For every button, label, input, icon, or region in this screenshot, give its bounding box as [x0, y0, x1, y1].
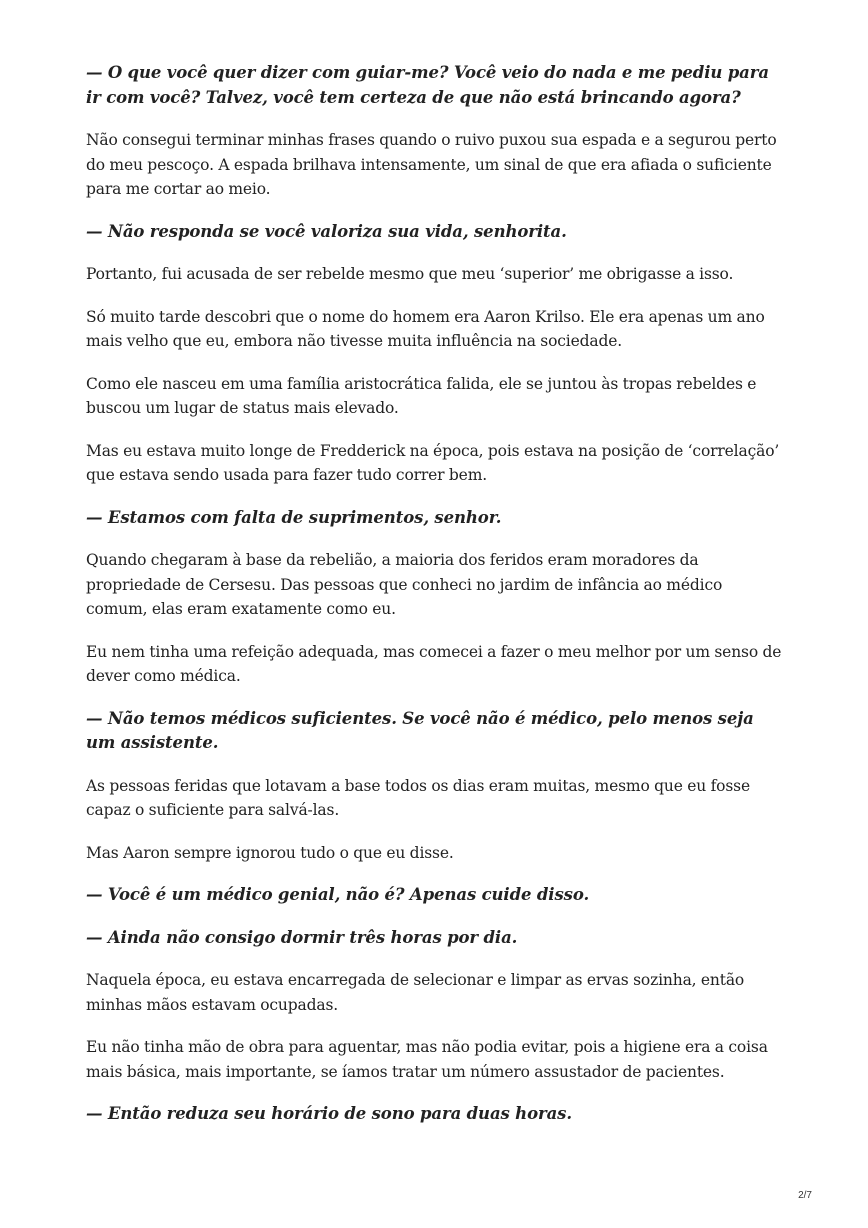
dialogue-paragraph: — Não temos médicos suficientes. Se você não é médico, pelo menos seja um assistente. [86, 708, 754, 752]
narration-paragraph: Não consegui terminar minhas frases quando o ruivo puxou sua espada e a segurou perto do meu pescoço. A espada brilhava intensamente, um sinal de que era afiada o suficiente para me cortar ao meio. [86, 131, 777, 198]
narration-paragraph: Mas eu estava muito longe de Fredderick na época, pois estava na posição de ‘correlação’ que estava sendo usada para fazer tudo correr bem. [86, 441, 780, 484]
dialogue-paragraph: — Ainda não consigo dormir três horas por dia. [86, 927, 518, 947]
narration-paragraph: Eu não tinha mão de obra para aguentar, mas não podia evitar, pois a higiene era a coisa mais básica, mais importante, se íamos tratar um número assustador de pacientes. [86, 1038, 768, 1081]
narration-paragraph: As pessoas feridas que lotavam a base todos os dias eram muitas, mesmo que eu fosse capaz o suficiente para salvá-las. [86, 776, 750, 819]
dialogue-paragraph: — O que você quer dizer com guiar-me? Você veio do nada e me pediu para ir com você? Talvez, você tem certeza de que não está brincando agora? [86, 63, 769, 107]
dialogue-paragraph: — Então reduza seu horário de sono para duas horas. [86, 1104, 572, 1123]
narration-paragraph: Eu nem tinha uma refeição adequada, mas comecei a fazer o meu melhor por um senso de dever como médica. [86, 642, 782, 685]
narration-paragraph: Como ele nasceu em uma família aristocrática falida, ele se juntou às tropas rebeldes e buscou um lugar de status mais elevado. [86, 374, 757, 417]
dialogue-paragraph: — Não responda se você valoriza sua vida, senhorita. [86, 221, 567, 241]
narration-paragraph: Naquela época, eu estava encarregada de selecionar e limpar as ervas sozinha, então minhas mãos estavam ocupadas. [86, 971, 745, 1014]
narration-paragraph: Portanto, fui acusada de ser rebelde mesmo que meu ‘superior’ me obrigasse a isso. [86, 265, 734, 283]
document-body [86, 61, 786, 1145]
dialogue-paragraph: — Você é um médico genial, não é? Apenas cuide disso. [86, 885, 590, 904]
narration-paragraph: Quando chegaram à base da rebelião, a maioria dos feridos eram moradores da propriedade de Cersesu. Das pessoas que conheci no jardim de infância ao médico comum, elas eram exatamente como eu. [86, 551, 723, 618]
narration-paragraph: Mas Aaron sempre ignorou tudo o que eu disse. [86, 843, 454, 862]
narration-paragraph: Só muito tarde descobri que o nome do homem era Aaron Krilso. Ele era apenas um ano mais velho que eu, embora não tivesse muita influência na sociedade. [86, 307, 765, 350]
dialogue-paragraph: — Estamos com falta de suprimentos, senhor. [86, 507, 502, 527]
page-number: 2/7 [798, 1190, 812, 1201]
